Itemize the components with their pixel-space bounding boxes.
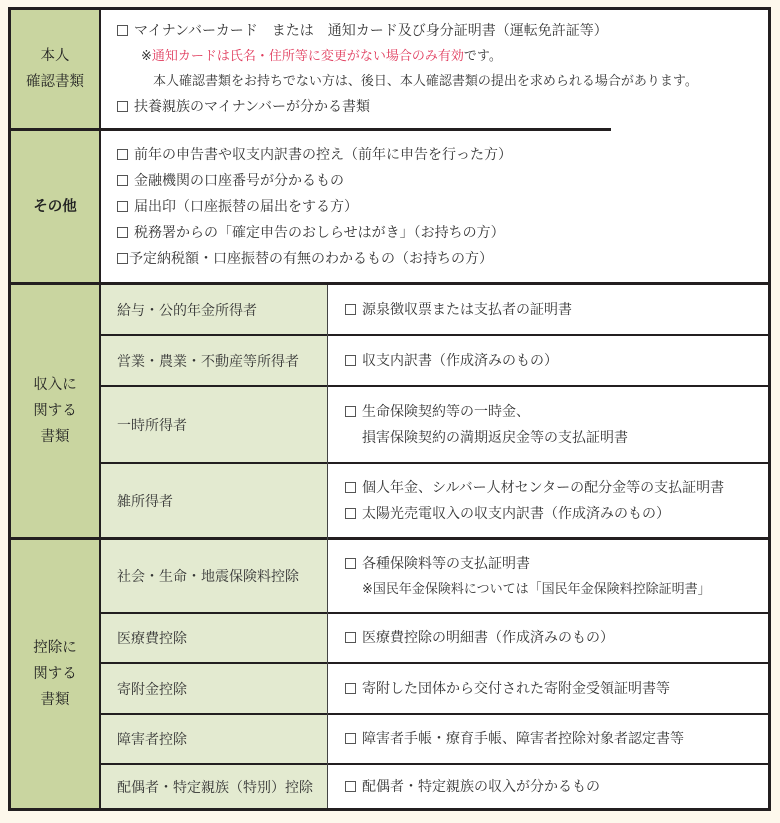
checklist-item[interactable] — [117, 246, 768, 272]
checkbox-icon[interactable] — [117, 227, 128, 238]
required-documents-table — [8, 7, 771, 811]
checklist-item[interactable] — [345, 625, 768, 651]
checkbox-icon[interactable] — [345, 558, 356, 569]
income-row-label: 営業・農業・不動産等所得者 — [101, 336, 327, 385]
item-text: 金融機関の口座番号が分かるもの — [134, 172, 344, 189]
deduction-row-label: 寄附金控除 — [101, 664, 327, 713]
checkbox-icon[interactable] — [345, 683, 356, 694]
identity-note-2: 本人確認書類をお持ちでない方は、後日、本人確認書類の提出を求められる場合があります。 — [153, 74, 698, 89]
checkbox-icon[interactable] — [345, 406, 356, 417]
identity-items — [101, 10, 768, 128]
checkbox-icon[interactable] — [117, 101, 128, 112]
checklist-item[interactable] — [345, 297, 768, 323]
checkbox-icon[interactable] — [345, 508, 356, 519]
checkbox-icon[interactable] — [345, 304, 356, 315]
item-text: 寄附した団体から交付された寄附金受領証明書等 — [362, 680, 670, 697]
category-label: 関する — [33, 403, 77, 419]
checklist-item[interactable] — [345, 475, 768, 501]
item-text: 源泉徴収票または支払者の証明書 — [362, 301, 572, 318]
checkbox-icon[interactable] — [345, 482, 356, 493]
checklist-item[interactable] — [345, 348, 768, 374]
column-divider — [99, 10, 101, 808]
checklist-item[interactable] — [117, 168, 768, 194]
checklist-item[interactable] — [345, 399, 768, 425]
warning-text: 通知カードは氏名・住所等に変更がない場合のみ有効 — [151, 49, 464, 64]
item-text: 各種保険料等の支払証明書 — [362, 555, 530, 572]
category-label: 確認書類 — [26, 74, 84, 90]
category-label: 控除に — [33, 640, 77, 656]
checklist-item[interactable] — [345, 551, 768, 577]
item-text: 配偶者・特定親族の収入が分かるもの — [362, 778, 600, 795]
checkbox-icon[interactable] — [117, 175, 128, 186]
note-suffix: です。 — [463, 49, 502, 64]
checklist-item[interactable] — [117, 142, 768, 168]
checkbox-icon[interactable] — [345, 781, 356, 792]
identity-note — [117, 44, 768, 69]
checkbox-icon[interactable] — [117, 25, 128, 36]
checklist-item[interactable] — [345, 676, 768, 702]
item-text: 太陽光売電収入の収支内訳書（作成済みのもの） — [362, 505, 670, 522]
income-row-items — [329, 336, 768, 385]
item-text: マイナンバーカード または 通知カード及び身分証明書（運転免許証等） — [134, 23, 608, 39]
checklist-item[interactable] — [117, 194, 768, 220]
deduction-row-label: 障害者控除 — [101, 715, 327, 763]
deduction-row-items — [329, 715, 768, 763]
note-mark: ※ — [141, 49, 152, 64]
income-row-label: 給与・公的年金所得者 — [101, 285, 327, 334]
category-identity — [11, 10, 99, 128]
income-row-label: 一時所得者 — [101, 387, 327, 462]
category-other — [11, 131, 99, 282]
deduction-row-items — [329, 765, 768, 808]
category-label: 関する — [33, 666, 77, 682]
column-divider — [327, 285, 328, 808]
category-income — [11, 285, 99, 537]
checkbox-icon[interactable] — [117, 149, 128, 160]
item-text: 扶養親族のマイナンバーが分かる書類 — [134, 99, 371, 115]
checkbox-icon[interactable] — [345, 355, 356, 366]
item-text: 生命保険契約等の一時金、 — [362, 403, 530, 420]
checkbox-icon[interactable] — [345, 632, 356, 643]
item-text: 医療費控除の明細書（作成済みのもの） — [362, 630, 614, 646]
checklist-item[interactable] — [117, 220, 768, 246]
deduction-row-items — [329, 614, 768, 662]
deduction-row-items — [329, 540, 768, 612]
category-label: 本人 — [40, 48, 70, 64]
income-row-items — [329, 285, 768, 334]
income-row-items — [329, 387, 768, 462]
deduction-row-label: 医療費控除 — [101, 614, 327, 662]
item-text: 税務署からの「確定申告のおしらせはがき」（お持ちの方） — [134, 224, 505, 241]
checklist-item[interactable] — [117, 18, 768, 44]
checkbox-icon[interactable] — [117, 201, 128, 212]
checklist-item[interactable] — [345, 501, 768, 527]
category-label: 書類 — [40, 429, 70, 445]
other-items — [101, 131, 768, 282]
item-text: 個人年金、シルバー人材センターの配分金等の支払証明書 — [362, 479, 725, 496]
item-text: 障害者手帳・療育手帳、障害者控除対象者認定書等 — [362, 731, 684, 747]
category-label: 書類 — [40, 692, 70, 708]
item-continuation: 損害保険契約の満期返戻金等の支払証明書 — [362, 429, 628, 446]
item-text: 収支内訳書（作成済みのもの） — [362, 352, 558, 369]
category-label: 収入に — [33, 377, 77, 393]
item-text: 予定納税額・口座振替の有無のわかるもの（お持ちの方） — [129, 250, 493, 267]
item-text: 前年の申告書や収支内訳書の控え（前年に申告を行った方） — [134, 146, 512, 163]
item-text: 届出印（口座振替の届出をする方） — [134, 198, 358, 215]
checklist-item[interactable] — [117, 94, 768, 120]
category-label: その他 — [33, 198, 77, 215]
deduction-row-items — [329, 664, 768, 713]
deduction-row-label: 配偶者・特定親族（特別）控除 — [101, 765, 327, 808]
deduction-row-label: 社会・生命・地震保険料控除 — [101, 540, 327, 612]
checklist-item[interactable] — [345, 774, 768, 800]
category-deduction — [11, 540, 99, 808]
income-row-label: 雑所得者 — [101, 464, 327, 537]
checkbox-icon[interactable] — [117, 253, 128, 264]
item-note: ※国民年金保険料については「国民年金保険料控除証明書」 — [362, 581, 711, 597]
income-row-items — [329, 464, 768, 537]
checklist-item[interactable] — [345, 726, 768, 752]
checkbox-icon[interactable] — [345, 733, 356, 744]
